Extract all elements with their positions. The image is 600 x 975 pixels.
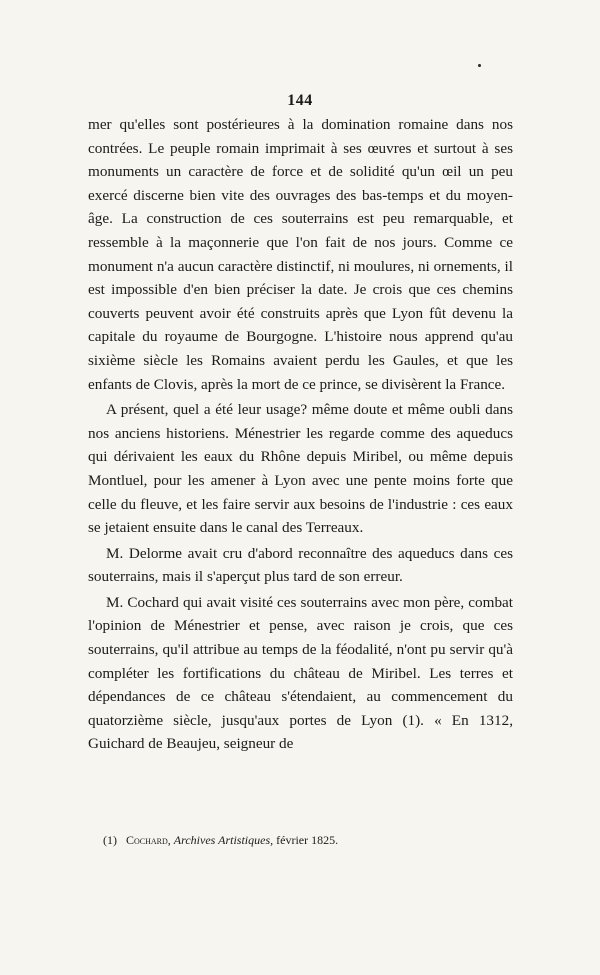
paragraph-2: A présent, quel a été leur usage? même doute et même oubli dans nos anciens historiens. Ménestrier les regarde comme des aqueducs qui dérivaient les eaux du Rhône depuis Miribel, ou même depuis Montluel, pour les amener à Lyon avec une pente moins forte que celle du fleuve, et les faire servir aux besoins de l'industrie : ces eaux se jetaient ensuite dans le canal des Terreaux. — [88, 401, 513, 537]
footnote-author: Cochard, — [126, 833, 171, 847]
paragraph-1: mer qu'elles sont postérieures à la domination romaine dans nos contrées. Le peuple romain imprimait à ses œuvres et surtout à ses monuments un caractère de force et de solidité qu'un œil un peu exercé discerne bien vite des ouvrages des bas-temps et du moyen-âge. La construction de ces souterrains est peu remarquable, et ressemble à la maçonnerie que l'on fait de nos jours. Comme ce monument n'a aucun caractère distinctif, ni moulures, ni ornements, il est impossible d'en bien préciser la date. Je crois que ces chemins couverts peuvent avoir été construits après que Lyon fût devenu la capitale du royaume de Bourgogne. L'histoire nous apprend qu'au sixième siècle les Romains avaient perdu les Gaules, et que les enfants de Clovis, après la mort de ce prince, se divisèrent la France. — [88, 116, 513, 393]
footnote-journal: Archives Artistiques, — [173, 833, 274, 847]
ink-speck — [478, 64, 481, 67]
footnote-date: février 1825. — [276, 833, 339, 847]
body-text — [88, 113, 513, 758]
paragraph-4: M. Cochard qui avait visité ces souterrains avec mon père, combat l'opinion de Ménestrier et pense, avec raison je crois, que ces souterrains, qu'il attribue au temps de la féodalité, n'ont pu servir qu'à compléter les fortifications du château de Miribel. Les terres et dépendances de ce château s'étendaient, au commencement du quatorzième siècle, jusqu'aux portes de Lyon (1). « En 1312, Guichard de Beaujeu, seigneur de — [88, 593, 513, 753]
footnote — [103, 832, 523, 848]
page-number: 144 — [287, 92, 313, 109]
footnote-marker: (1) — [103, 833, 117, 847]
paragraph-3: M. Delorme avait cru d'abord reconnaître des aqueducs dans ces souterrains, mais il s'aperçut plus tard de son erreur. — [88, 544, 513, 586]
